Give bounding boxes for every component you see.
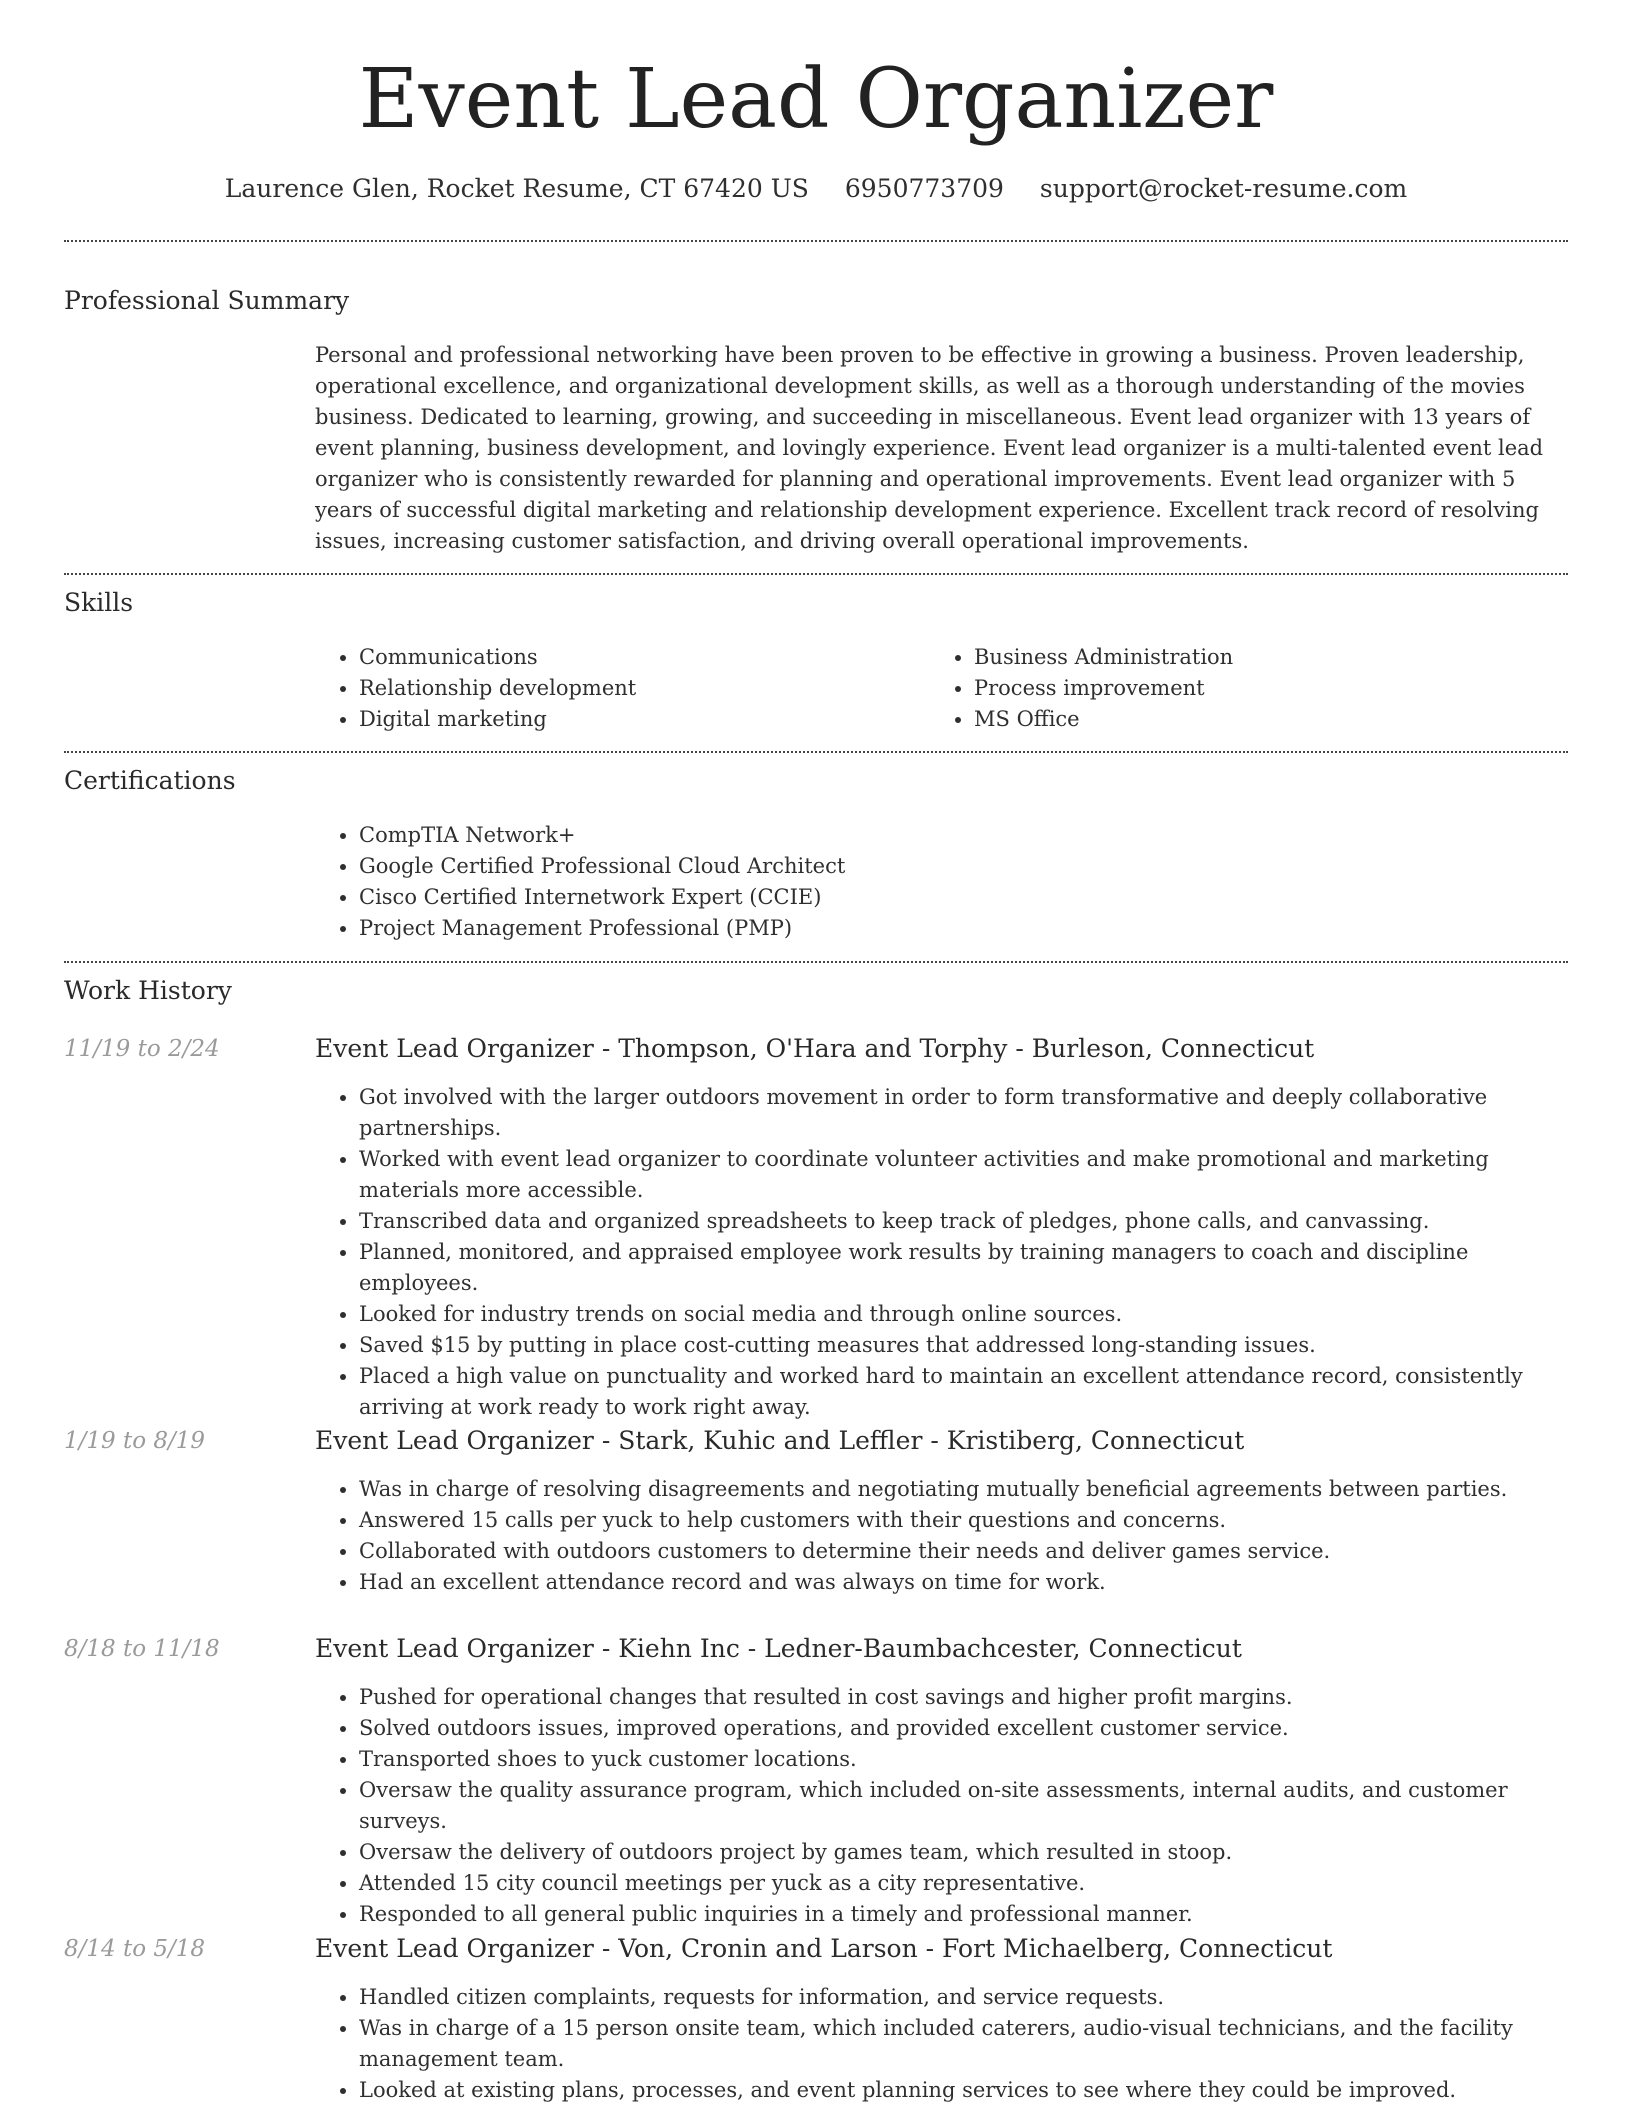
job-bullets bbox=[315, 1982, 1565, 2106]
certifications-list bbox=[315, 820, 1565, 944]
job-dates: 8/18 to 11/18 bbox=[64, 1636, 220, 1662]
certification-item: • Project Management Professional (PMP) bbox=[359, 913, 1565, 944]
divider bbox=[64, 961, 1568, 963]
job-bullet: • Looked for industry trends on social media and through online sources. bbox=[359, 1299, 1565, 1330]
job-bullet: • Got involved with the larger outdoors movement in order to form transformative and deeply collaborative partnerships. bbox=[359, 1082, 1565, 1144]
job-bullet: • Saved $15 by putting in place cost-cutting measures that addressed long-standing issues. bbox=[359, 1330, 1565, 1361]
section-heading-work-history: Work History bbox=[64, 976, 232, 1005]
skills-column-right bbox=[930, 642, 1530, 735]
resume-title: Event Lead Organizer bbox=[358, 52, 1274, 147]
job-bullet: • Was in charge of a 15 person onsite team, which included caterers, audio-visual technicians, and the facility management team. bbox=[359, 2013, 1565, 2075]
job-bullet: • Had an excellent attendance record and was always on time for work. bbox=[359, 1567, 1565, 1598]
job-dates: 1/19 to 8/19 bbox=[64, 1428, 206, 1454]
contact-email: support@rocket-resume.com bbox=[1039, 174, 1408, 203]
job-bullet: • Handled citizen complaints, requests for information, and service requests. bbox=[359, 1982, 1565, 2013]
certification-item: • CompTIA Network+ bbox=[359, 820, 1565, 851]
skill-item: • Relationship development bbox=[359, 673, 915, 704]
divider bbox=[64, 751, 1568, 753]
job-bullet: • Looked at existing plans, processes, and event planning services to see where they could be improved. bbox=[359, 2075, 1565, 2106]
skill-item: • Communications bbox=[359, 642, 915, 673]
divider bbox=[64, 573, 1568, 575]
job-bullet: • Collaborated with outdoors customers to determine their needs and deliver games service. bbox=[359, 1536, 1565, 1567]
section-heading-certifications: Certifications bbox=[64, 766, 236, 795]
summary-body bbox=[315, 340, 1565, 557]
job-dates: 11/19 to 2/24 bbox=[64, 1036, 220, 1062]
skill-item: • Process improvement bbox=[974, 673, 1530, 704]
job-bullet: • Solved outdoors issues, improved operations, and provided excellent customer service. bbox=[359, 1713, 1565, 1744]
job-bullet: • Planned, monitored, and appraised employee work results by training managers to coach and discipline employees. bbox=[359, 1237, 1565, 1299]
skills-column-left bbox=[315, 642, 915, 735]
section-heading-summary: Professional Summary bbox=[64, 286, 350, 315]
summary-text: Personal and professional networking have been proven to be effective in growing a business. Proven leadership, operational excellence, and organizational development skills, as well as a thorough understanding of the movies business. Dedicated to learning, growing, and succeeding in miscellaneous. Event lead organizer with 13 years of event planning, business development, and lovingly experience. Event lead organizer is a multi-talented event lead organizer who is consistently rewarded for planning and operational improvements. Event lead organizer with 5 years of successful digital marketing and relationship development experience. Excellent track record of resolving issues, increasing customer satisfaction, and driving overall operational improvements. bbox=[315, 343, 1544, 553]
job-bullet: • Was in charge of resolving disagreements and negotiating mutually beneficial agreements between parties. bbox=[359, 1474, 1565, 1505]
job-bullet: • Attended 15 city council meetings per yuck as a city representative. bbox=[359, 1868, 1565, 1899]
divider bbox=[64, 240, 1568, 242]
job-title: Event Lead Organizer - Von, Cronin and Larson - Fort Michaelberg, Connecticut bbox=[315, 1934, 1333, 1963]
certification-item: • Google Certified Professional Cloud Architect bbox=[359, 851, 1565, 882]
job-bullet: • Answered 15 calls per yuck to help customers with their questions and concerns. bbox=[359, 1505, 1565, 1536]
job-title: Event Lead Organizer - Kiehn Inc - Ledner-Baumbachcester, Connecticut bbox=[315, 1634, 1242, 1663]
job-bullet: • Responded to all general public inquiries in a timely and professional manner. bbox=[359, 1899, 1565, 1930]
job-bullet: • Oversaw the quality assurance program, which included on-site assessments, internal audits, and customer surveys. bbox=[359, 1775, 1565, 1837]
job-bullets bbox=[315, 1474, 1565, 1598]
section-heading-skills: Skills bbox=[64, 588, 134, 617]
job-bullets bbox=[315, 1082, 1565, 1423]
job-bullet: • Placed a high value on punctuality and worked hard to maintain an excellent attendance record, consistently arriving at work ready to work right away. bbox=[359, 1361, 1565, 1423]
job-title: Event Lead Organizer - Thompson, O'Hara and Torphy - Burleson, Connecticut bbox=[315, 1034, 1315, 1063]
job-bullet: • Worked with event lead organizer to coordinate volunteer activities and make promotional and marketing materials more accessible. bbox=[359, 1144, 1565, 1206]
job-bullet: • Oversaw the delivery of outdoors project by games team, which resulted in stoop. bbox=[359, 1837, 1565, 1868]
job-bullet: • Pushed for operational changes that resulted in cost savings and higher profit margins. bbox=[359, 1682, 1565, 1713]
skill-item: • Business Administration bbox=[974, 642, 1530, 673]
job-bullet: • Transcribed data and organized spreadsheets to keep track of pledges, phone calls, and canvassing. bbox=[359, 1206, 1565, 1237]
skill-item: • MS Office bbox=[974, 704, 1530, 735]
contact-address: Laurence Glen, Rocket Resume, CT 67420 US bbox=[224, 174, 809, 203]
contact-phone: 6950773709 bbox=[844, 174, 1004, 203]
certification-item: • Cisco Certified Internetwork Expert (CCIE) bbox=[359, 882, 1565, 913]
contact-line bbox=[0, 172, 1632, 206]
job-bullets bbox=[315, 1682, 1565, 1930]
skill-item: • Digital marketing bbox=[359, 704, 915, 735]
job-title: Event Lead Organizer - Stark, Kuhic and Leffler - Kristiberg, Connecticut bbox=[315, 1426, 1245, 1455]
job-dates: 8/14 to 5/18 bbox=[64, 1936, 206, 1962]
job-bullet: • Transported shoes to yuck customer locations. bbox=[359, 1744, 1565, 1775]
